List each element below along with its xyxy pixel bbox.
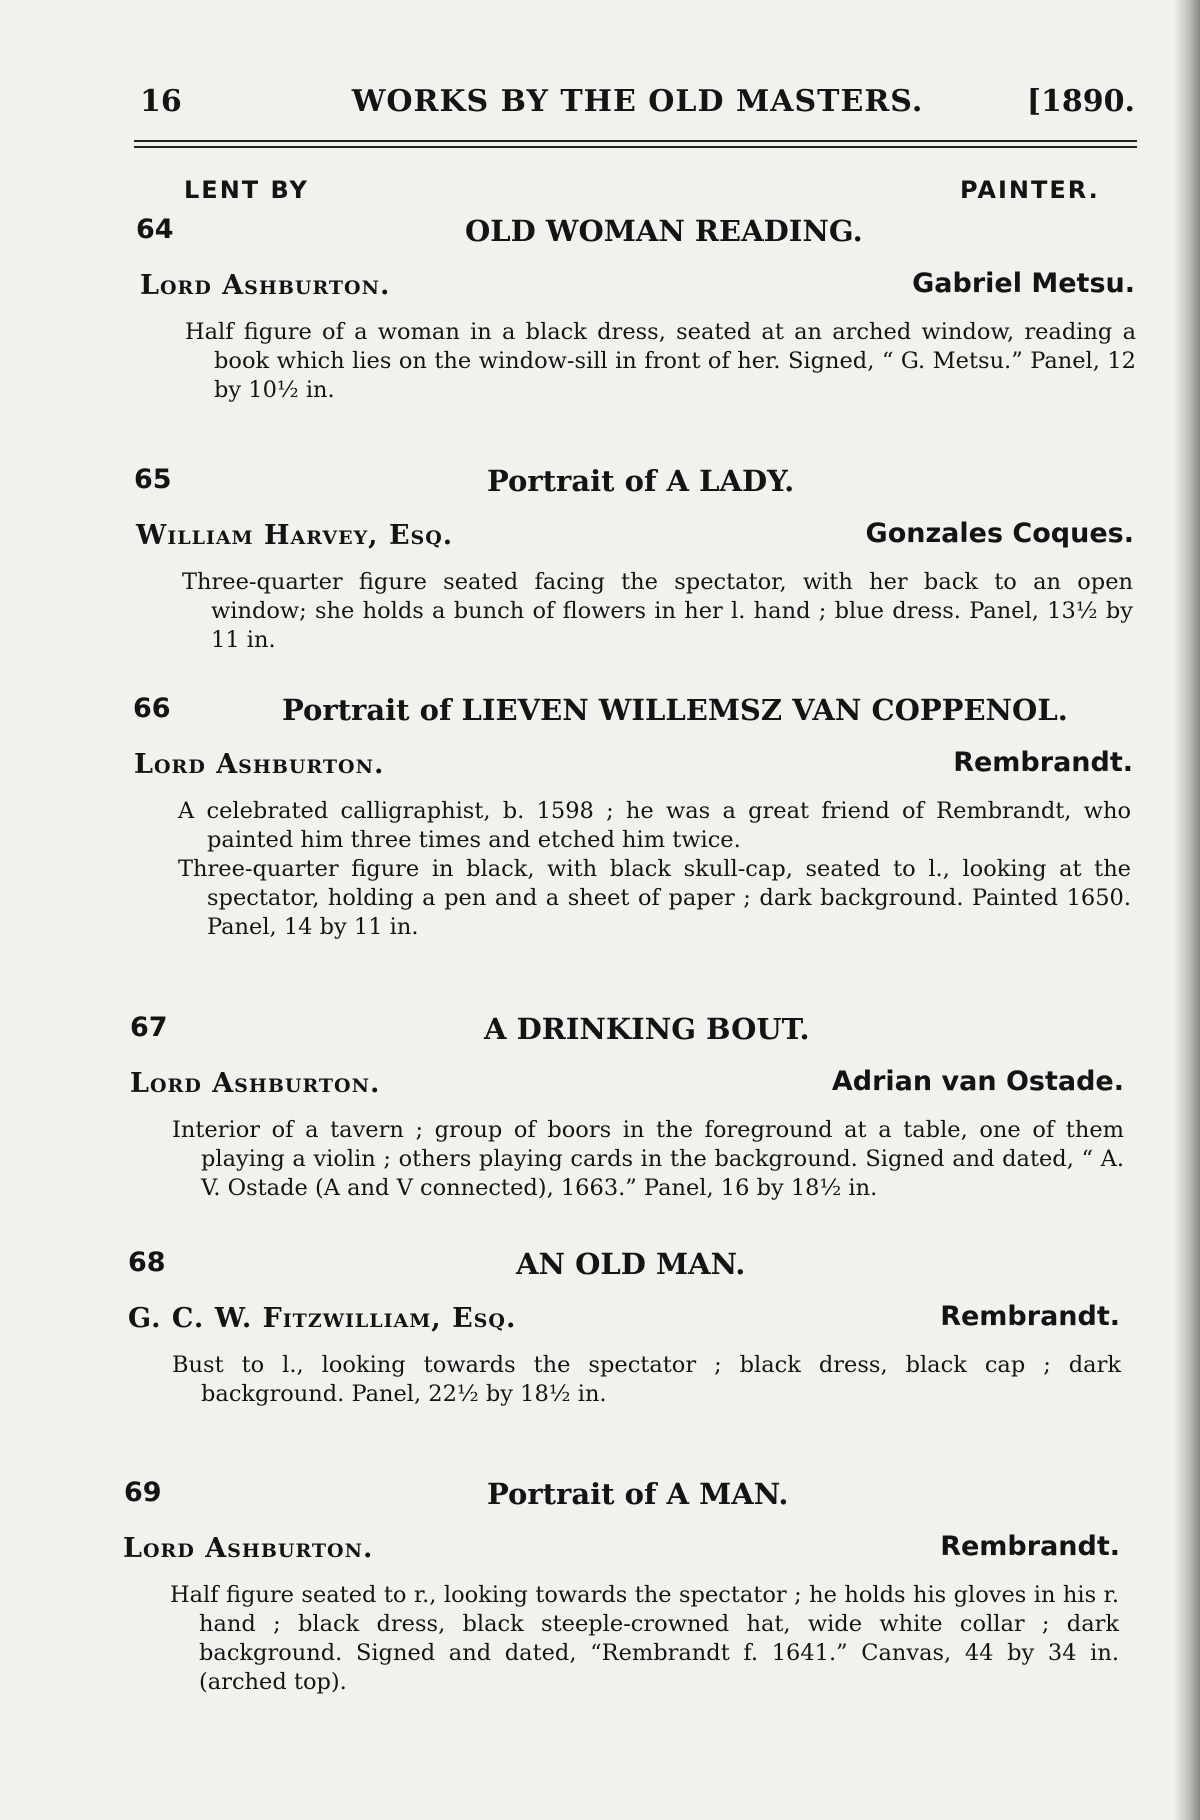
entry-lender: Lord Ashburton. (123, 1533, 374, 1564)
description-paragraph: Interior of a tavern ; group of boors in the foreground at a table, one of them playing a violin ; others playing cards in the background. Signed and dated, “ A. V. Ostade (A and V connected), 1663.” Panel, 16 by 18½ in. (172, 1117, 1124, 1201)
page-number: 16 (140, 84, 182, 119)
entry-description (178, 797, 1131, 942)
entry-number: 68 (128, 1247, 166, 1278)
description-paragraph: A celebrated calligraphist, b. 1598 ; he was a great friend of Rembrandt, who painted him three times and etched him twice. (178, 798, 1131, 853)
entry-title: AN OLD MAN. (516, 1247, 746, 1281)
column-heading-painter: PAINTER. (960, 176, 1100, 204)
column-heading-lent-by: LENT BY (184, 176, 309, 204)
entry-painter: Rembrandt. (953, 747, 1133, 778)
entry-title: Portrait of LIEVEN WILLEMSZ VAN COPPENOL. (282, 693, 1068, 727)
entry-painter: Rembrandt. (940, 1301, 1120, 1332)
entry-number: 65 (134, 464, 172, 495)
description-paragraph: Bust to l., looking towards the spectator ; black dress, black cap ; dark background. Panel, 22½ by 18½ in. (172, 1352, 1121, 1407)
entry-description (182, 568, 1133, 655)
entry-lender: Lord Ashburton. (130, 1068, 381, 1099)
entry-description (185, 318, 1136, 405)
entry-lender: Lord Ashburton. (134, 749, 385, 780)
entry-title: OLD WOMAN READING. (465, 214, 863, 248)
entry-number: 67 (130, 1012, 168, 1043)
header-rule-double (134, 146, 1137, 148)
entry-description (172, 1116, 1124, 1203)
entry-painter: Gonzales Coques. (865, 518, 1134, 549)
entry-lender: Lord Ashburton. (140, 270, 391, 301)
entry-painter: Adrian van Ostade. (831, 1066, 1124, 1097)
description-paragraph: Half figure seated to r., looking towards the spectator ; he holds his gloves in his r. hand ; black dress, black steeple-crowned hat, wide white collar ; dark background. Signed and dated, “Rembrandt f. 1641.” Canvas, 44 by 34 in. (arched top). (170, 1582, 1119, 1695)
entry-painter: Rembrandt. (940, 1531, 1120, 1562)
entry-title: Portrait of A MAN. (487, 1477, 789, 1511)
running-year: [1890. (1026, 84, 1135, 119)
description-paragraph: Three-quarter figure seated facing the spectator, with her back to an open window; she holds a bunch of flowers in her l. hand ; blue dress. Panel, 13½ by 11 in. (182, 569, 1133, 653)
page-spine-shadow (1174, 0, 1200, 1820)
entry-lender: G. C. W. Fitzwilliam, Esq. (128, 1303, 517, 1334)
entry-description (170, 1581, 1119, 1697)
entry-number: 64 (136, 214, 174, 245)
description-paragraph: Half figure of a woman in a black dress, seated at an arched window, reading a book which lies on the window-sill in front of her. Signed, “ G. Metsu.” Panel, 12 by 10½ in. (185, 319, 1136, 403)
entry-painter: Gabriel Metsu. (912, 268, 1135, 299)
header-rule (134, 140, 1137, 142)
entry-number: 69 (124, 1477, 162, 1508)
description-paragraph: Three-quarter figure in black, with black skull-cap, seated to l., looking at the spectator, holding a pen and a sheet of paper ; dark background. Painted 1650. Panel, 14 by 11 in. (178, 856, 1131, 940)
entry-number: 66 (133, 693, 171, 724)
entry-title: Portrait of A LADY. (487, 464, 795, 498)
entry-title: A DRINKING BOUT. (484, 1012, 810, 1046)
entry-lender: William Harvey, Esq. (136, 520, 454, 551)
entry-description (172, 1351, 1121, 1409)
running-header (140, 84, 1135, 124)
running-title: WORKS BY THE OLD MASTERS. (351, 84, 924, 119)
